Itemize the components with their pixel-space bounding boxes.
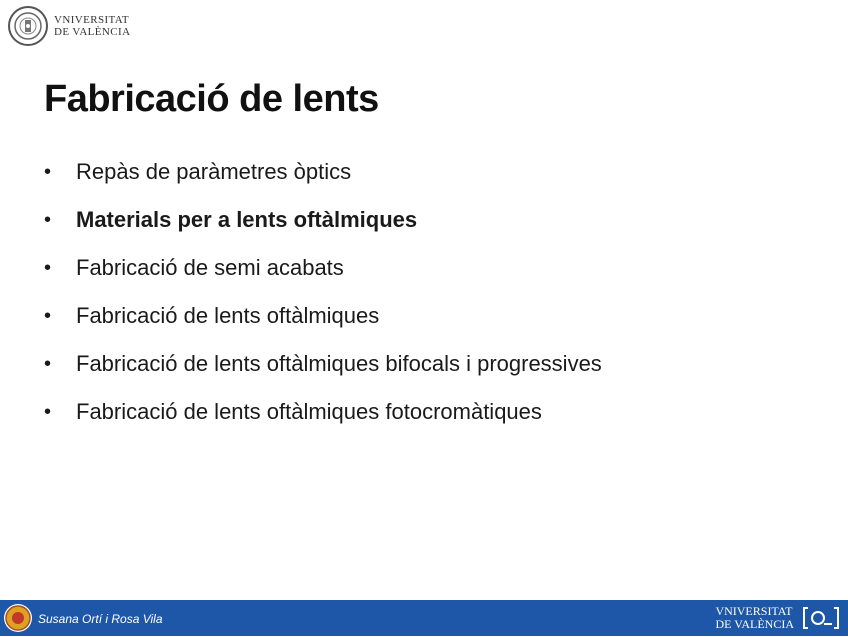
- footer-seal-icon: [4, 604, 32, 632]
- footer-authors: Susana Ortí i Rosa Vila: [38, 612, 163, 626]
- footer-university-line1: VNIVERSITAT: [715, 604, 793, 618]
- footer-bar: [0, 600, 848, 636]
- slide-title: Fabricació de lents: [44, 78, 379, 120]
- university-seal-icon: [8, 6, 48, 46]
- bullet-text: Fabricació de lents oftàlmiques bifocals i progressives: [76, 351, 602, 376]
- footer-university-line2: DE VALÈNCIA: [715, 617, 794, 631]
- bullet-item-6: [44, 388, 602, 436]
- bullet-text: Materials per a lents oftàlmiques: [76, 207, 418, 232]
- bullet-text: Fabricació de lents oftàlmiques fotocromàtiques: [76, 399, 542, 424]
- bullet-icon: •: [44, 256, 52, 279]
- bullet-text: Fabricació de lents oftàlmiques: [76, 303, 380, 328]
- bullet-list: [44, 148, 602, 436]
- footer-university-name: [715, 605, 794, 631]
- university-logo: [8, 6, 130, 46]
- bullet-icon: •: [44, 208, 52, 231]
- bullet-icon: •: [44, 160, 52, 183]
- bullet-text: Repàs de paràmetres òptics: [76, 159, 352, 184]
- bullet-icon: •: [44, 352, 52, 375]
- bullet-icon: •: [44, 304, 52, 327]
- bullet-text: Fabricació de semi acabats: [76, 255, 344, 280]
- university-name-line1: VNIVERSITAT: [54, 14, 130, 26]
- bullet-icon: •: [44, 400, 52, 423]
- bullet-item-1: [44, 148, 602, 196]
- bullet-item-5: [44, 340, 602, 388]
- bullet-item-4: [44, 292, 602, 340]
- bullet-item-3: [44, 244, 602, 292]
- university-name-line2: DE VALÈNCIA: [54, 26, 131, 38]
- footer-logo-icon: [802, 606, 840, 635]
- bullet-item-2: [44, 196, 602, 244]
- university-name: [54, 14, 130, 38]
